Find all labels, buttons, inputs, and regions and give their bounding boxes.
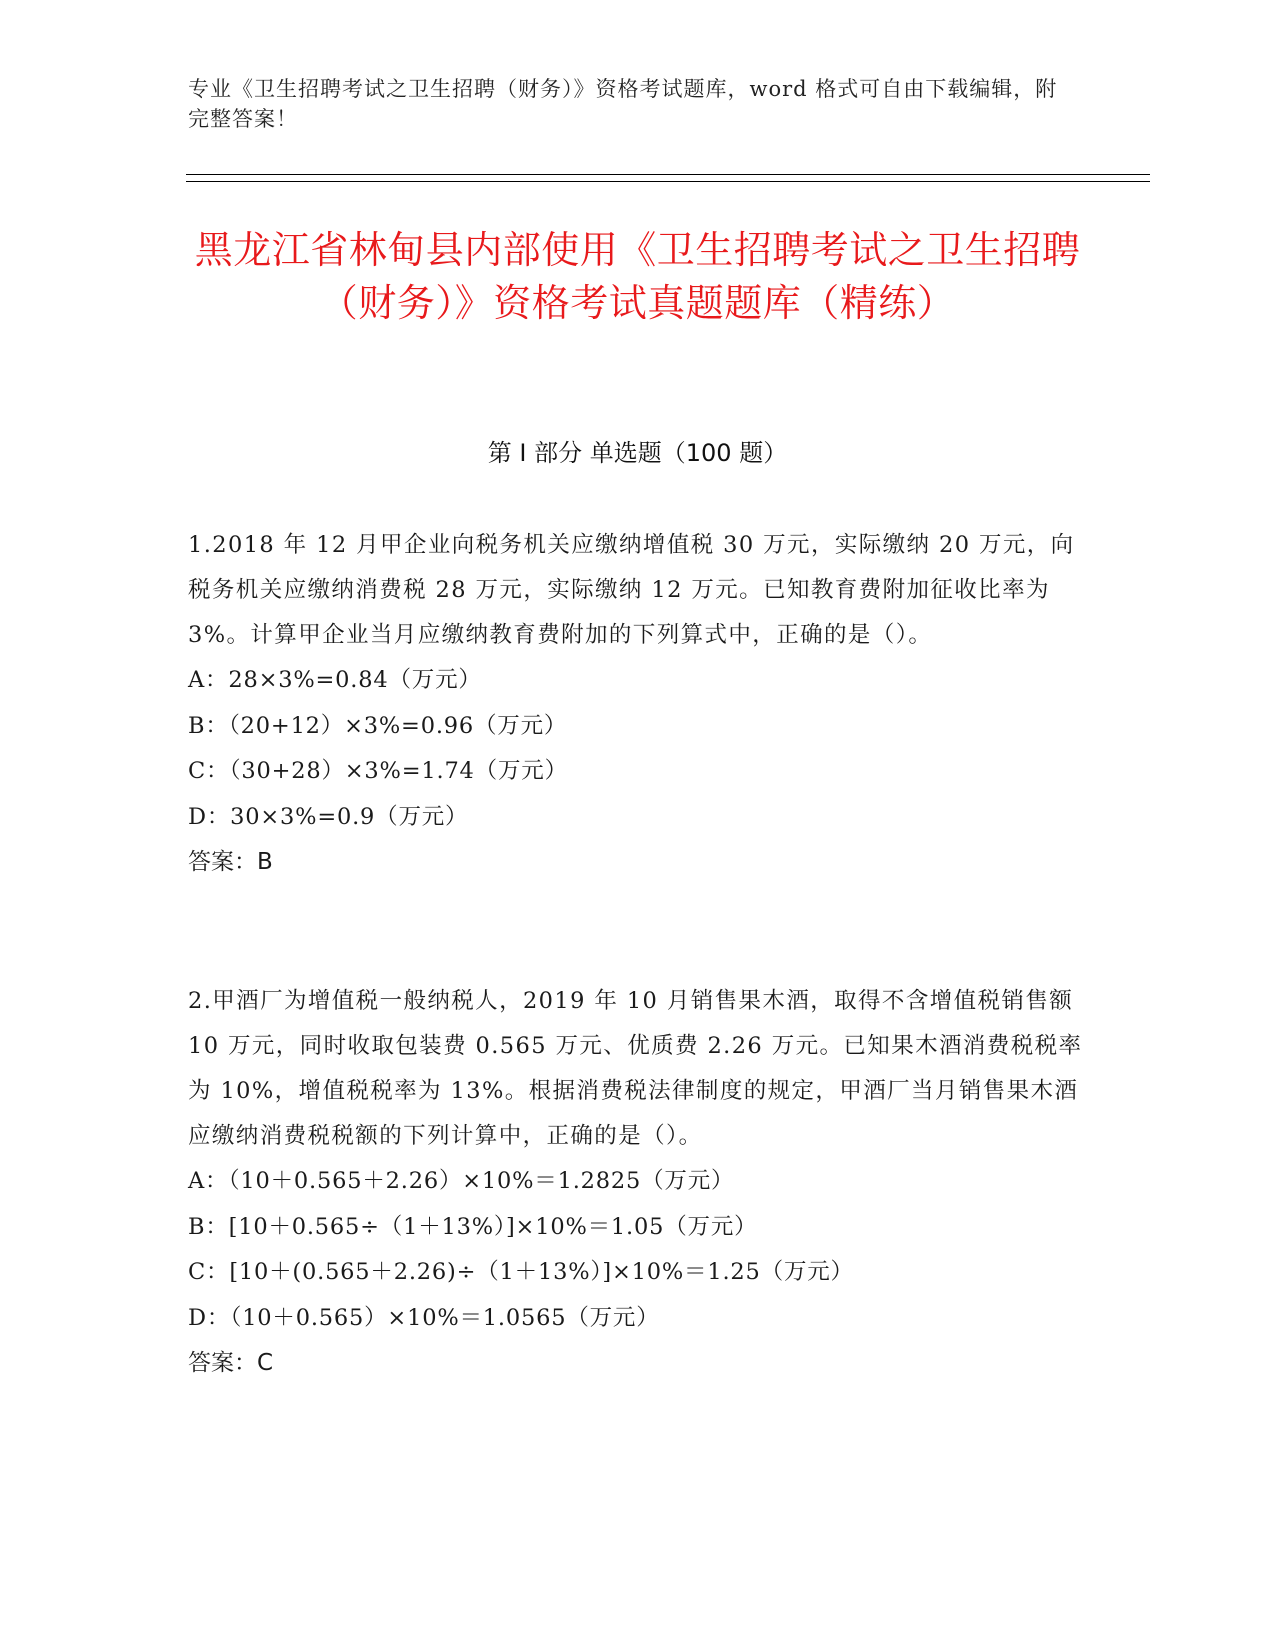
section-title: 第 I 部分 单选题（100 题）: [487, 439, 788, 467]
option-d: D：30×3%=0.9（万元）: [188, 803, 469, 830]
header-divider-top: [186, 174, 1150, 175]
option-b: B：[10＋0.565÷（1＋13%）]×10%＝1.05（万元）: [188, 1213, 758, 1240]
option-d: D：（10＋0.565）×10%＝1.0565（万元）: [188, 1304, 660, 1331]
header-divider-bottom: [186, 181, 1150, 182]
option-a: A：（10＋0.565＋2.26）×10%＝1.2825（万元）: [188, 1168, 735, 1194]
answer: 答案：B: [188, 849, 273, 875]
header-note: 专业《卫生招聘考试之卫生招聘（财务）》资格考试题库，word 格式可自由下载编辑，附完整答案！: [188, 77, 1058, 131]
document-title: 黑龙江省林甸县内部使用《卫生招聘考试之卫生招聘（财务）》资格考试真题题库（精练）: [194, 228, 1081, 325]
question-stem: 1.2018 年 12 月甲企业向税务机关应缴纳增值税 30 万元，实际缴纳 20 万元，向税务机关应缴纳消费税 28 万元，实际缴纳 12 万元。已知教育费附加征收比率为 3%。计算甲企业当月应缴纳教育费附加的下列算式中，正确的是（）。: [188, 532, 1075, 648]
option-c: C：[10＋(0.565＋2.26)÷（1＋13%）]×10%＝1.25（万元）: [188, 1259, 854, 1285]
question-1: [188, 523, 1088, 885]
question-stem: 2.甲酒厂为增值税一般纳税人，2019 年 10 月销售果木酒，取得不含增值税销售额 10 万元，同时收取包装费 0.565 万元、优质费 2.26 万元。已知果木酒消费税税率为 10%，增值税税率为 13%。根据消费税法律制度的规定，甲酒厂当月销售果木酒应缴纳消费税税额的下列计算中，正确的是（）。: [188, 988, 1083, 1149]
option-c: C：（30+28）×3%=1.74（万元）: [188, 758, 568, 784]
option-b: B：（20+12）×3%=0.96（万元）: [188, 712, 568, 739]
option-a: A：28×3%=0.84（万元）: [188, 667, 482, 693]
answer: 答案：C: [188, 1350, 274, 1376]
question-2: [188, 979, 1088, 1386]
